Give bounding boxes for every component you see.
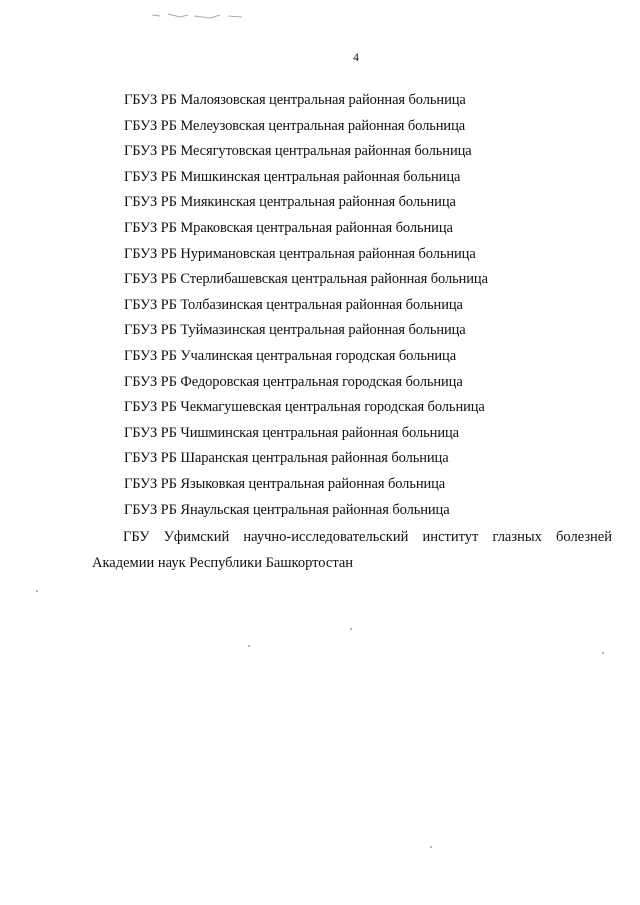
final-entry-paragraph (92, 524, 612, 576)
list-item: ГБУЗ РБ Нуримановская центральная районная больница (124, 245, 476, 262)
list-item: ГБУЗ РБ Мелеузовская центральная районная больница (124, 117, 466, 134)
list-item: ГБУЗ РБ Чишминская центральная районная больница (124, 424, 459, 441)
scan-artifact-mark (150, 12, 245, 20)
list-item: ГБУЗ РБ Учалинская центральная городская больница (124, 347, 457, 364)
scan-speck (602, 652, 604, 654)
list-item: ГБУЗ РБ Языковкая центральная районная больница (124, 475, 446, 492)
list-item: ГБУЗ РБ Малоязовская центральная районная больница (124, 92, 466, 108)
list-item: ГБУЗ РБ Чекмагушевская центральная городская больница (124, 399, 485, 416)
list-item: ГБУЗ РБ Шаранская центральная районная больница (124, 450, 449, 467)
final-entry-line-2: Академии наук Республики Башкортостан (92, 555, 354, 571)
list-item: ГБУЗ РБ Туймазинская центральная районная больница (124, 322, 466, 339)
list-item: ГБУЗ РБ Янаульская центральная районная больница (124, 501, 450, 518)
list-item: ГБУЗ РБ Мраковская центральная районная больница (124, 219, 453, 236)
list-item: ГБУЗ РБ Стерлибашевская центральная районная больница (124, 271, 488, 288)
list-item: ГБУЗ РБ Миякинская центральная районная больница (124, 194, 456, 211)
list-item: ГБУЗ РБ Мишкинская центральная районная больница (124, 168, 461, 185)
list-item: ГБУЗ РБ Федоровская центральная городская больница (124, 373, 463, 390)
scan-speck (430, 846, 432, 848)
scan-speck (248, 645, 250, 647)
scan-speck (350, 628, 352, 630)
final-entry-line-1: ГБУ Уфимский научно-исследовательский институт глазных болезней (123, 529, 612, 545)
list-item: ГБУЗ РБ Толбазинская центральная районная больница (124, 296, 463, 313)
institution-list (124, 88, 488, 523)
page-number: 4 (353, 50, 359, 64)
list-item: ГБУЗ РБ Месягутовская центральная районная больница (124, 143, 472, 160)
scan-speck (36, 590, 38, 592)
